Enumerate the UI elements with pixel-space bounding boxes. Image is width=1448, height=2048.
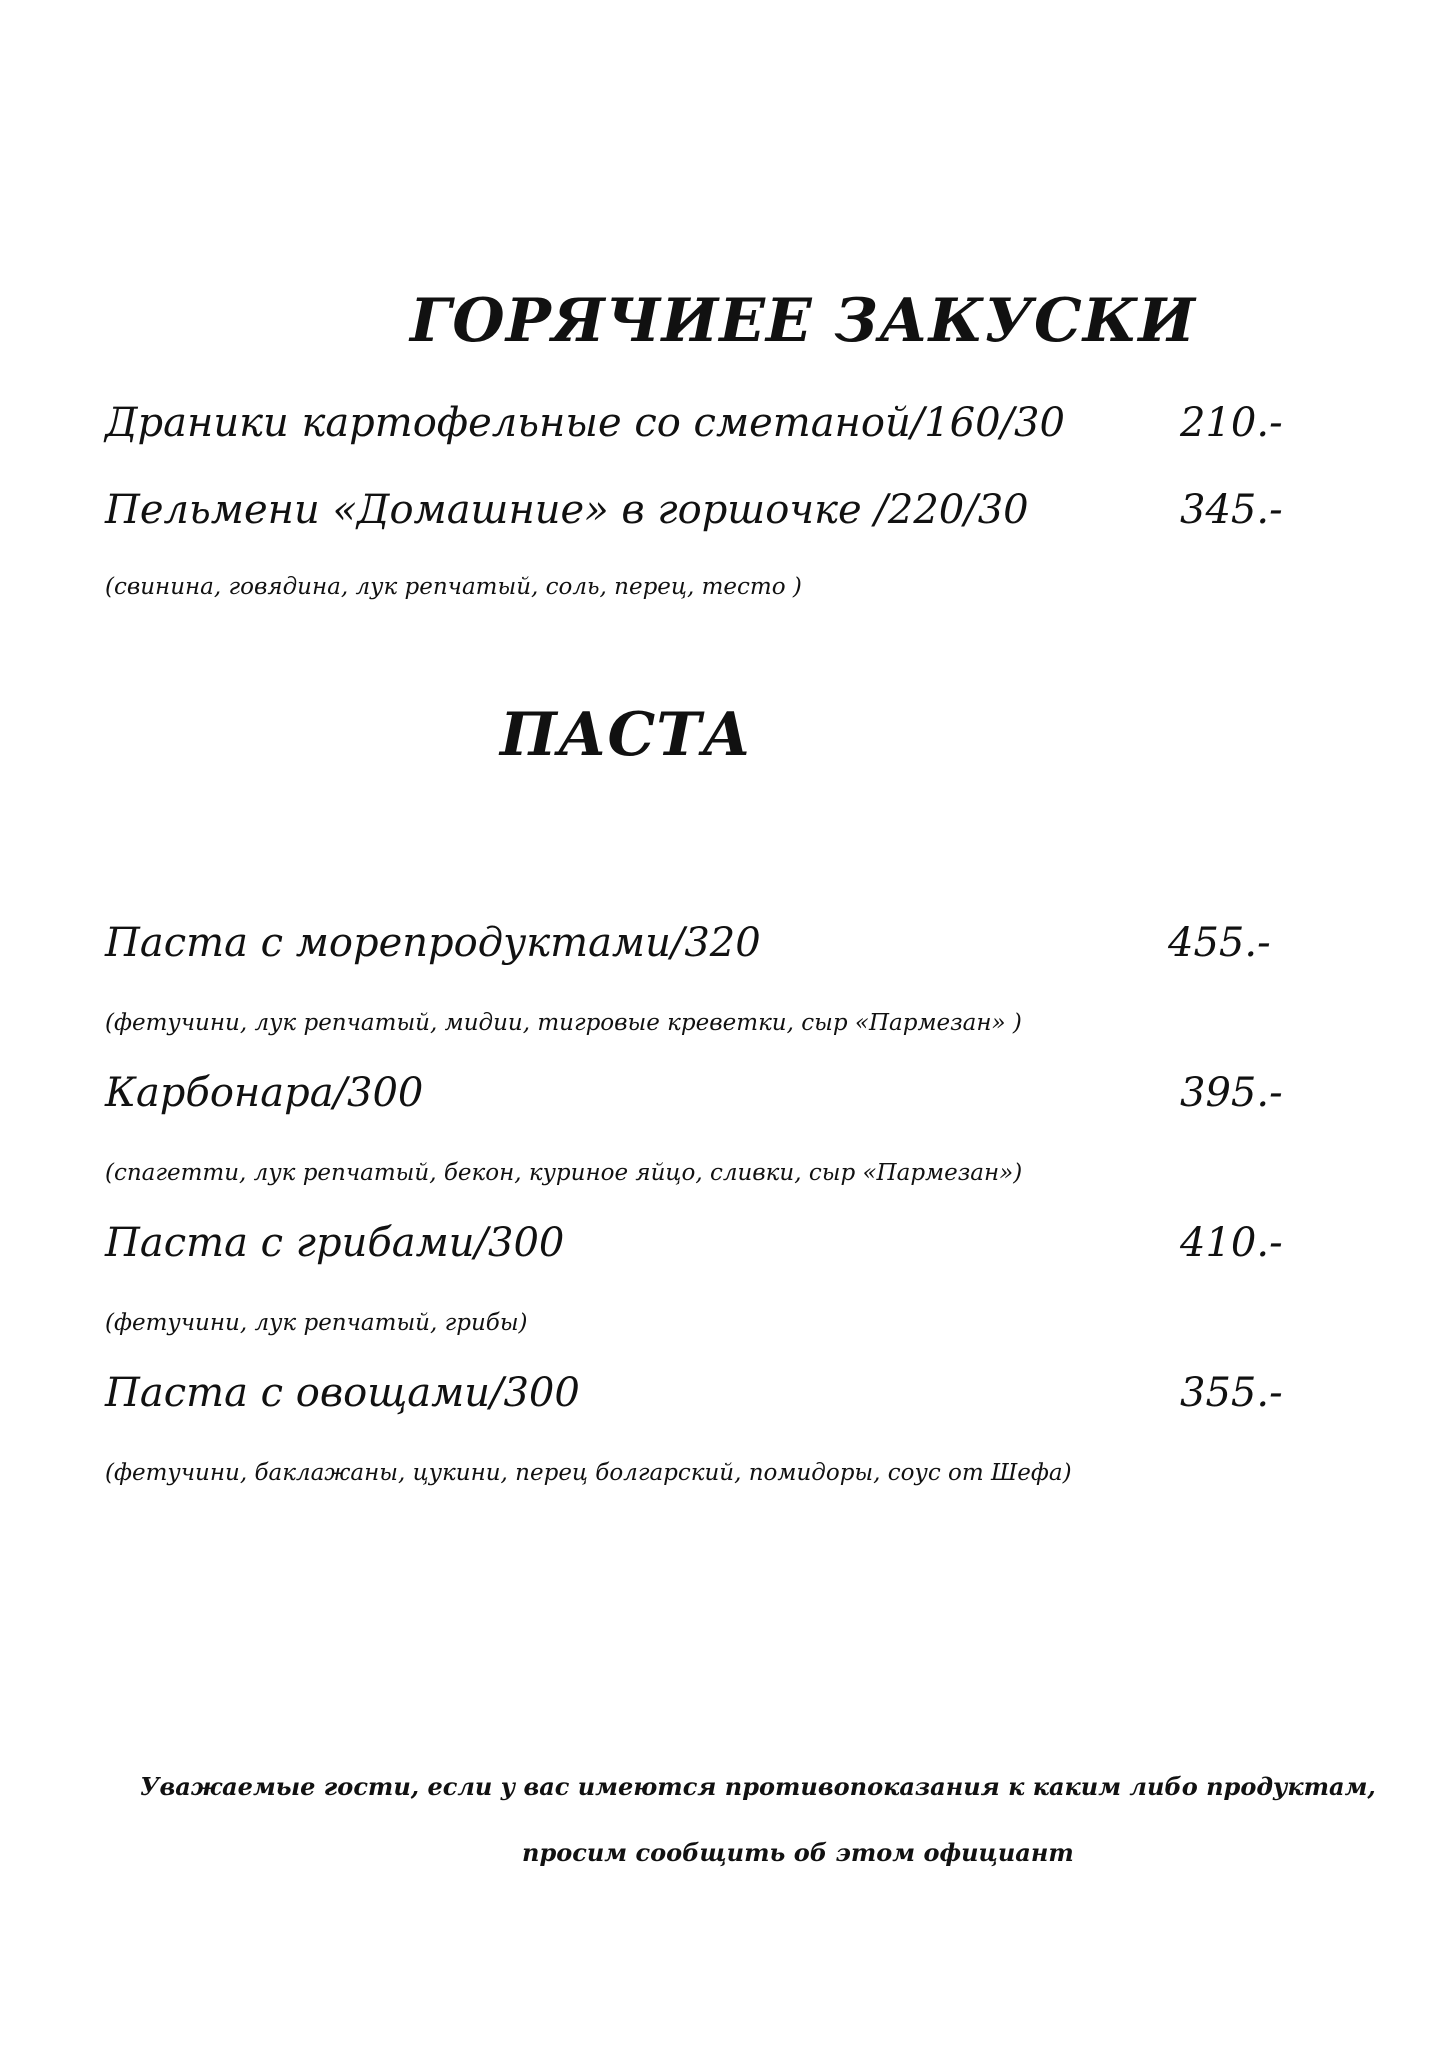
menu-item-description: (спагетти, лук репчатый, бекон, куриное яйцо, сливки, сыр «Пармезан») (105, 1160, 1023, 1186)
menu-item-name: Пельмени «Домашние» в горшочке /220/30 (105, 487, 1029, 533)
menu-item-price: 210.- (1180, 400, 1283, 446)
menu-item-description: (фетучини, лук репчатый, мидии, тигровые креветки, сыр «Пармезан» ) (105, 1010, 1022, 1036)
menu-item-price: 395.- (1180, 1070, 1283, 1116)
section-title-pasta: ПАСТА (500, 700, 752, 770)
menu-item-description: (фетучини, лук репчатый, грибы) (105, 1310, 528, 1336)
menu-item-price: 455.- (1168, 920, 1271, 966)
allergy-note-line2: просим сообщить об этом официант (522, 1838, 1074, 1867)
menu-item-description: (фетучини, баклажаны, цукини, перец болгарский, помидоры, соус от Шефа) (105, 1460, 1072, 1486)
menu-item-price: 410.- (1180, 1220, 1283, 1266)
allergy-note-line1: Уважаемые гости, если у вас имеются противопоказания к каким либо продуктам, (140, 1772, 1376, 1801)
menu-item-name: Паста с морепродуктами/320 (105, 920, 761, 966)
menu-item-name: Паста с грибами/300 (105, 1220, 565, 1266)
menu-item-name: Драники картофельные со сметаной/160/30 (105, 400, 1065, 446)
menu-item-price: 345.- (1180, 487, 1283, 533)
menu-item-description: (свинина, говядина, лук репчатый, соль, перец, тесто ) (105, 574, 802, 600)
menu-item-name: Карбонара/300 (105, 1070, 424, 1116)
menu-item-price: 355.- (1180, 1370, 1283, 1416)
section-title-hot-appetizers: ГОРЯЧИЕЕ ЗАКУСКИ (410, 286, 1196, 356)
menu-item-name: Паста с овощами/300 (105, 1370, 580, 1416)
